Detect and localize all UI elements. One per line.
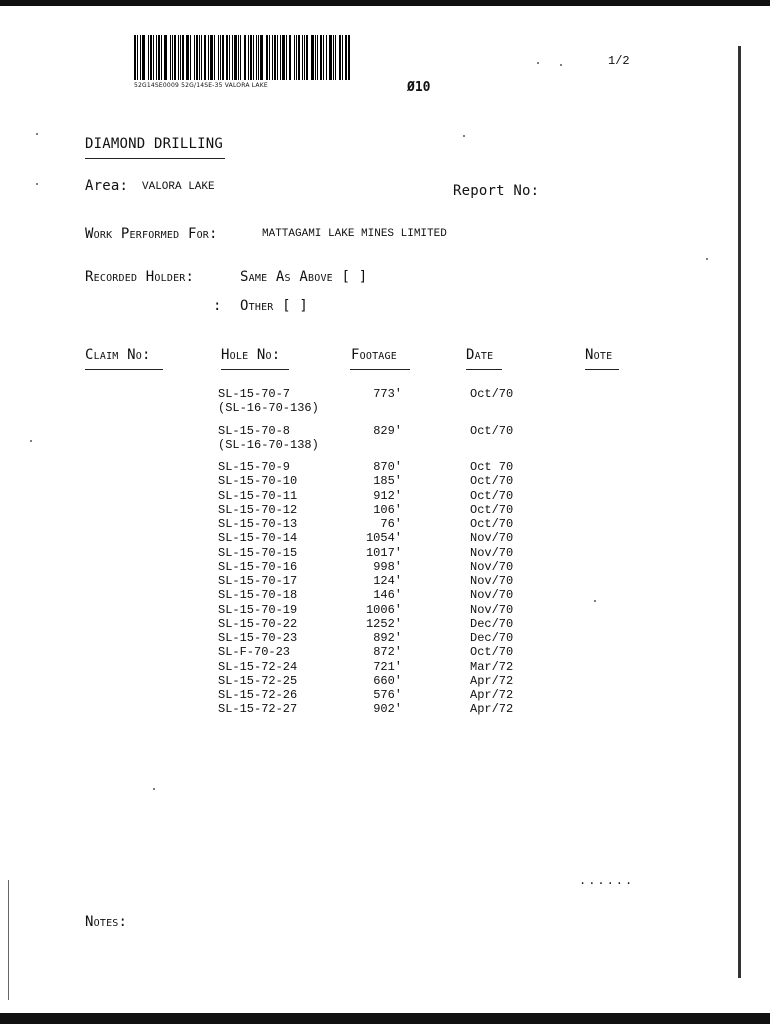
report-number-label: Report No: [453, 183, 540, 199]
scan-speck [36, 183, 38, 185]
column-footage: Footage [351, 347, 397, 363]
barcode-bar [272, 35, 273, 80]
date-value: Dec/70 [470, 631, 514, 645]
barcode-bar [214, 35, 215, 80]
scan-speck [30, 440, 32, 442]
same-as-above-checkbox: Same As Above [ ] [240, 269, 368, 285]
barcode-bar [226, 35, 228, 80]
bottom-scan-border [0, 1013, 770, 1024]
hole-number: SL-15-70-17 [218, 574, 298, 588]
barcode-bar [161, 35, 162, 80]
barcode-bar [244, 35, 246, 80]
barcode-bar [180, 35, 181, 80]
column-underline [585, 369, 619, 370]
footage-value: 872' [373, 645, 402, 660]
footage-value: 892' [373, 631, 402, 645]
column-underline [221, 369, 289, 370]
date-value: Dec/70 [470, 616, 514, 631]
barcode-bar [333, 35, 334, 80]
notes-label: Notes: [85, 914, 128, 930]
footage-value: 76' [380, 517, 402, 531]
barcode-bar [204, 35, 206, 80]
footage-value: 1006' [365, 602, 402, 617]
barcode-bar [266, 35, 268, 80]
column-underline [85, 369, 163, 370]
footage-value: 1017' [365, 545, 402, 560]
barcode-bar [208, 35, 209, 80]
column-date: Date [466, 347, 494, 363]
hole-number: SL-15-70-8 [218, 424, 291, 438]
barcode-bar [323, 35, 324, 80]
footage-value: 870' [373, 460, 402, 474]
scan-speck [153, 788, 155, 790]
barcode-bar [234, 35, 237, 80]
column-hole-no: Hole No: [221, 347, 281, 363]
barcode-bar [172, 35, 173, 80]
barcode-bar [311, 35, 314, 80]
barcode-bar [329, 35, 332, 80]
footage-value: 1054' [365, 531, 402, 546]
barcode-bar [164, 35, 167, 80]
barcode-bar [342, 35, 343, 80]
footage-value: 773' [373, 387, 402, 401]
barcode-bar [199, 35, 200, 80]
barcode-bar [348, 35, 350, 80]
barcode-bar [298, 35, 300, 80]
footage-value: 106' [373, 502, 402, 517]
scan-speck [706, 258, 708, 260]
barcode-bar [258, 35, 259, 80]
barcode-bar [218, 35, 219, 80]
barcode-bar [190, 35, 191, 80]
hole-number: SL-15-70-14 [218, 531, 298, 546]
scan-speck [537, 62, 539, 64]
barcode-bar [140, 35, 141, 80]
barcode-bar [335, 35, 336, 80]
date-value: Oct/70 [470, 424, 514, 438]
top-scan-border [0, 0, 770, 6]
date-value: Oct/70 [470, 517, 514, 531]
scan-speck [36, 133, 38, 135]
date-value: Oct/70 [470, 474, 514, 489]
hole-number: SL-15-70-15 [218, 545, 298, 560]
recorded-holder-label: Recorded Holder: [85, 269, 195, 285]
barcode-bar [142, 35, 145, 80]
hole-number: SL-15-72-25 [218, 673, 298, 688]
date-value: Nov/70 [470, 559, 514, 574]
barcode-bar [210, 35, 213, 80]
hole-number: SL-15-70-19 [218, 602, 298, 617]
hole-number: SL-15-70-11 [218, 488, 298, 503]
date-value: Oct/70 [470, 488, 514, 503]
footage-value: 146' [373, 588, 402, 603]
title-underline [85, 158, 225, 159]
barcode-bar [170, 35, 171, 80]
barcode-bar [158, 35, 160, 80]
hole-alt-number: (SL-16-70-138) [218, 438, 319, 452]
footage-value: 829' [373, 424, 402, 438]
barcode-bar [345, 35, 347, 80]
barcode-bar [296, 35, 297, 80]
work-performed-value: MATTAGAMI LAKE MINES LIMITED [262, 228, 447, 240]
barcode-bar [232, 35, 233, 80]
barcode-bar [248, 35, 249, 80]
hole-number: SL-15-70-9 [218, 460, 291, 474]
barcode-bar [196, 35, 198, 80]
area-label: Area: [85, 178, 129, 194]
barcode-bar [229, 35, 230, 80]
date-value: Nov/70 [470, 588, 514, 603]
column-claim-no: Claim No: [85, 347, 151, 363]
hole-number: SL-15-72-24 [218, 659, 298, 674]
barcode-bar [294, 35, 295, 80]
scan-speck [560, 64, 562, 66]
barcode-bar [289, 35, 291, 80]
hole-number: SL-15-70-13 [218, 517, 298, 531]
barcode-bar [286, 35, 287, 80]
barcode-bar [302, 35, 303, 80]
hole-alt-number: (SL-16-70-136) [218, 401, 319, 415]
footage-value: 576' [373, 688, 402, 702]
date-value: Oct/70 [470, 502, 514, 517]
date-value: Oct/70 [470, 387, 514, 401]
barcode-bar [182, 35, 184, 80]
barcode-bar [220, 35, 221, 80]
date-value: Nov/70 [470, 602, 514, 617]
barcode-bar [280, 35, 281, 80]
date-value: Apr/72 [470, 702, 514, 717]
other-colon: : [213, 298, 222, 314]
barcode-bar [153, 35, 154, 80]
column-underline [350, 369, 410, 370]
dotted-leader: ...... [579, 874, 635, 888]
barcode-bar [150, 35, 152, 80]
date-value: Oct/70 [470, 645, 514, 660]
barcode-bar [256, 35, 257, 80]
footage-value: 912' [373, 488, 402, 503]
work-performed-label: Work Performed For: [85, 226, 218, 242]
left-scan-edge [8, 880, 9, 1000]
area-value: VALORA LAKE [142, 181, 215, 193]
document-stamp: Ø10 [407, 80, 431, 95]
footage-value: 902' [373, 702, 402, 717]
date-value: Nov/70 [470, 531, 514, 546]
barcode-bar [274, 35, 276, 80]
barcode-bar [317, 35, 318, 80]
barcode-bar [240, 35, 241, 80]
barcode-bar [222, 35, 224, 80]
footage-value: 185' [373, 474, 402, 489]
barcode-bar [174, 35, 176, 80]
barcode-bar [178, 35, 179, 80]
barcode-bar [339, 35, 341, 80]
barcode-bar [326, 35, 327, 80]
other-checkbox: Other [ ] [240, 298, 309, 314]
barcode-bar [238, 35, 239, 80]
date-value: Nov/70 [470, 574, 514, 588]
barcode-bar [320, 35, 322, 80]
barcode-text: 52G14SE0009 52G/14SE-35 VALORA LAKE [134, 82, 268, 89]
barcode-bar [137, 35, 138, 80]
barcode-bar [277, 35, 278, 80]
hole-number: SL-15-72-26 [218, 688, 298, 702]
barcode-bar [201, 35, 202, 80]
barcode-bar [269, 35, 270, 80]
barcode-bar [148, 35, 149, 80]
hole-number: SL-15-70-23 [218, 631, 298, 645]
barcode-bar [134, 35, 136, 80]
document-title: DIAMOND DRILLING [85, 136, 224, 152]
footage-value: 1252' [365, 616, 402, 631]
barcode-bar [304, 35, 305, 80]
barcode-bar [260, 35, 263, 80]
hole-number: SL-15-70-18 [218, 588, 298, 603]
barcode [134, 35, 352, 80]
footage-value: 721' [373, 659, 402, 674]
column-note: Note [585, 347, 613, 363]
date-value: Apr/72 [470, 673, 514, 688]
date-value: Nov/70 [470, 545, 514, 560]
date-value: Apr/72 [470, 688, 514, 702]
page-number: 1/2 [608, 54, 630, 68]
hole-number: SL-15-70-7 [218, 387, 291, 401]
barcode-bar [194, 35, 195, 80]
date-value: Mar/72 [470, 659, 514, 674]
barcode-bar [186, 35, 189, 80]
right-scan-edge [738, 46, 741, 978]
barcode-bar [306, 35, 308, 80]
barcode-bar [253, 35, 254, 80]
barcode-bar [250, 35, 252, 80]
hole-number: SL-15-70-16 [218, 559, 298, 574]
column-underline [466, 369, 502, 370]
hole-number: SL-F-70-23 [218, 645, 291, 660]
barcode-bar [282, 35, 285, 80]
footage-value: 998' [373, 559, 402, 574]
barcode-bar [315, 35, 316, 80]
hole-number: SL-15-70-22 [218, 616, 298, 631]
scan-speck [594, 600, 596, 602]
scan-speck [463, 135, 465, 137]
footage-value: 660' [373, 673, 402, 688]
hole-number: SL-15-70-12 [218, 502, 298, 517]
date-value: Oct 70 [470, 460, 514, 474]
footage-value: 124' [373, 574, 402, 588]
hole-number: SL-15-72-27 [218, 702, 298, 717]
hole-number: SL-15-70-10 [218, 474, 298, 489]
barcode-bar [156, 35, 157, 80]
